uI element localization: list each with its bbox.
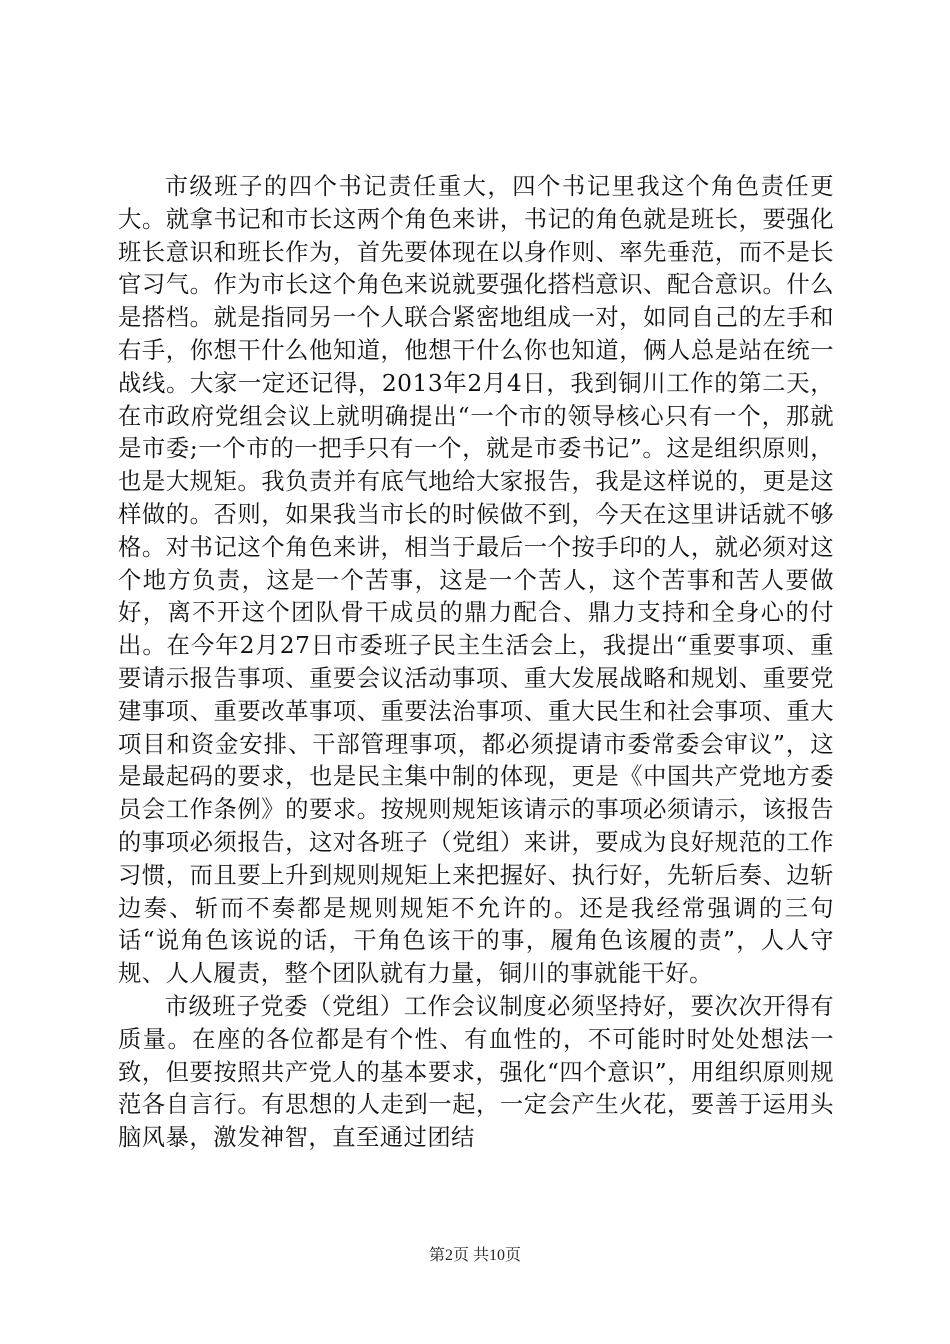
paragraph-1: 市级班子的四个书记责任重大，四个书记里我这个角色责任更大。就拿书记和市长这两个角色来讲，书记的角色就是班长，要强化班长意识和班长作为，首先要体现在以身作则、率先垂范，而不是长官习气。作为市长这个角色来说就要强化搭档意识、配合意识。什么是搭档。就是指同另一个人联合紧密地组成一对，如同自己的左手和右手，你想干什么他知道，他想干什么你也知道，俩人总是站在统一战线。大家一定还记得，2013年2月4日，我到铜川工作的第二天，在市政府党组会议上就明确提出“一个市的领导核心只有一个，那就是市委;一个市的一把手只有一个，就是市委书记”。这是组织原则，也是大规矩。我负责并有底气地给大家报告，我是这样说的，更是这样做的。否则，如果我当市长的时候做不到，今天在这里讲话就不够格。对书记这个角色来讲，相当于最后一个按手印的人，就必须对这个地方负责，这是一个苦事，这是一个苦人，这个苦事和苦人要做好，离不开这个团队骨干成员的鼎力配合、鼎力支持和全身心的付出。在今年2月27日市委班子民主生活会上，我提出“重要事项、重要请示报告事项、重要会议活动事项、重大发展战略和规划、重要党建事项、重要改革事项、重要法治事项、重大民生和社会事项、重大项目和资金安排、干部管理事项，都必须提请市委常委会审议”，这是最起码的要求，也是民主集中制的体现，更是《中国共产党地方委员会工作条例》的要求。按规则规矩该请示的事项必须请示，该报告的事项必须报告，这对各班子（党组）来讲，要成为良好规范的工作习惯，而且要上升到规则规矩上来把握好、执行好，先斩后奏、边斩边奏、斩而不奏都是规则规矩不允许的。还是我经常强调的三句话“说角色该说的话，干角色该干的事，履角色该履的责”，人人守规、人人履责，整个团队就有力量，铜川的事就能干好。: [118, 173, 834, 988]
page-footer: 第2页 共10页: [428, 1247, 521, 1264]
paragraph-2: 市级班子党委（党组）工作会议制度必须坚持好，要次次开得有质量。在座的各位都是有个性、有血性的，不可能时时处处想法一致，但要按照共产党人的基本要求，强化“四个意识”，用组织原则规范各自言行。有思想的人走到一起，一定会产生火花，要善于运用头脑风暴，激发神智，直至通过团结: [118, 992, 834, 1152]
document-body: [118, 171, 834, 1155]
